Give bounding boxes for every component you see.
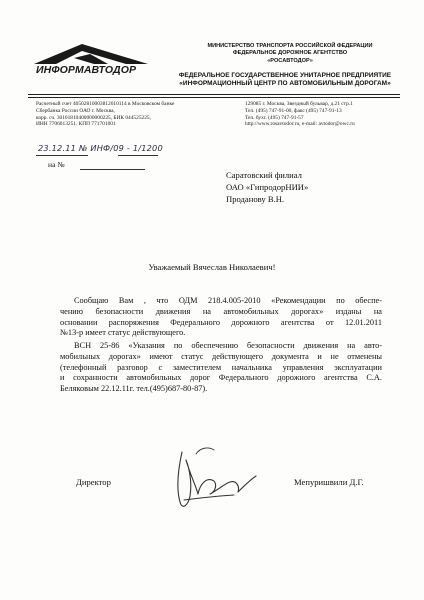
salutation: Уважаемый Вячеслав Николаевич!	[148, 262, 276, 272]
recipient-line: Проданову В.Н.	[226, 194, 285, 204]
outgoing-number-handwritten: 23.12.11 № ИНФ/09 - 1/1200	[38, 143, 163, 153]
body-line: Сообщаю Вам , что ОДМ 218.4.005-2010 «Рекомендации по обеспе-	[74, 296, 382, 305]
body-paragraph	[60, 341, 382, 395]
date-underline	[36, 155, 88, 156]
bank-line: ИНН 7706013251. КПП 771701001	[36, 121, 116, 128]
ministry-line: МИНИСТЕРСТВО ТРАНСПОРТА РОССИЙСКОЙ ФЕДЕРАЦИИ	[207, 43, 373, 49]
address-details	[245, 101, 355, 128]
informavtodor-logo-icon	[30, 38, 150, 84]
bank-line: Сбербанка России ОАО г. Москва,	[36, 107, 115, 114]
handwritten-signature-icon	[160, 440, 270, 520]
body-line: основании распоряжения Федерального дорожного агентства от 12.01.2011	[60, 317, 382, 327]
number-underline	[118, 155, 158, 156]
signatory-title: Директор	[76, 477, 111, 487]
organization-header	[150, 72, 420, 89]
ministry-header	[180, 43, 400, 65]
body-line: мобильных дорогах» имеют статус действующего документа и не отменены	[60, 351, 382, 361]
body-line: Беляковым 22.12.11г. тел.(495)687-80-87).	[60, 384, 208, 394]
address-line: Тел. бухг. (495) 747-91-57	[245, 114, 304, 121]
body-line: №13-р имеет статус действующего.	[60, 328, 186, 338]
body-line: ВСН 25-86 «Указания по обеспечению безопасности движения на авто-	[74, 341, 382, 350]
body-line: (телефонный разговор с заместителем начальника управления эксплуатации	[60, 362, 382, 372]
ministry-line: ФЕДЕРАЛЬНОЕ ДОРОЖНОЕ АГЕНТСТВО	[232, 50, 348, 57]
address-line: Тел. (495) 747-91-00, факс (495) 747-91-13	[245, 107, 342, 114]
logo-wordmark: ИНФОРМАВТОДОР	[36, 64, 137, 76]
reference-number-label: на №	[48, 160, 65, 169]
header-divider	[28, 94, 400, 95]
recipient-line: ОАО «ГипродорНИИ»	[226, 182, 309, 192]
body-paragraph	[60, 296, 382, 339]
bank-line: корр. сч. 30101810400000000225, БИК 044525225,	[36, 114, 151, 121]
signatory-name: Мепуришвили Д.Г.	[294, 477, 364, 487]
body-line: чению безопасности движения на автомобильных дорогах» изданы на	[60, 306, 382, 316]
org-line: ФЕДЕРАЛЬНОЕ ГОСУДАРСТВЕННОЕ УНИТАРНОЕ ПРЕДПРИЯТИЕ	[178, 72, 392, 79]
body-line: и сохранности автомобильных дорог Федерального дорожного агентства С.А.	[60, 373, 382, 383]
header-divider-thin	[28, 97, 400, 98]
bank-line: Расчетный счет 40502810003812010114 в Московском банке	[36, 101, 175, 107]
reference-underline	[80, 169, 145, 170]
org-line: «ИНФОРМАЦИОННЫЙ ЦЕНТР ПО АВТОМОБИЛЬНЫМ ДОРОГАМ»	[179, 80, 391, 88]
ministry-line: «РОСАВТОДОР»	[267, 57, 313, 64]
recipient-line: Саратовский филиал	[226, 170, 302, 180]
address-line: http://www.rosavtodor.ru, e-mail: avtodor@owc.ru	[245, 121, 355, 128]
address-line: 129085 г. Москва, Звездный бульвар, д.21 стр.1	[245, 101, 353, 107]
bank-details	[36, 101, 174, 128]
